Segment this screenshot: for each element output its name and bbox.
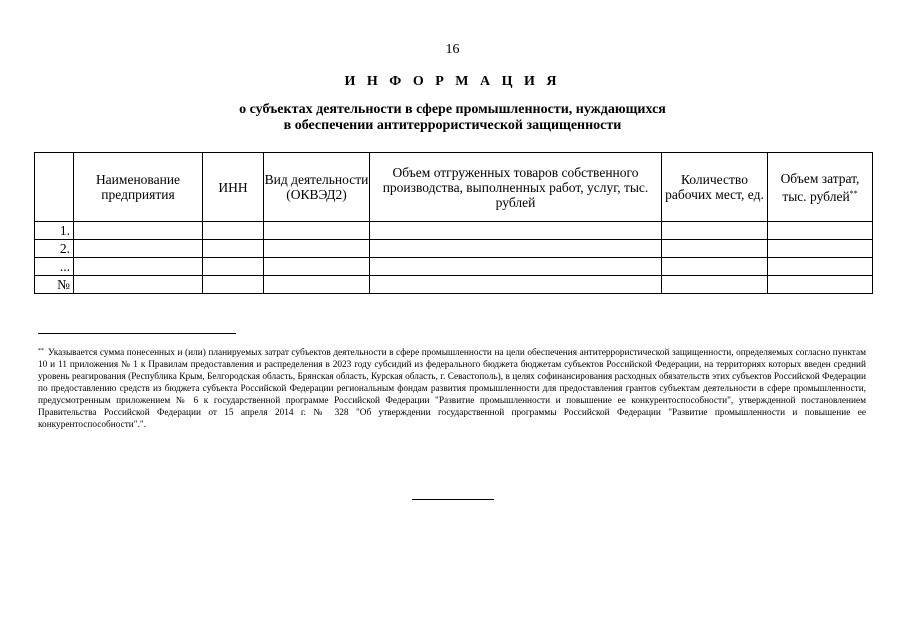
row-number: ... bbox=[35, 258, 74, 276]
table-cell bbox=[768, 240, 873, 258]
table-cell bbox=[768, 222, 873, 240]
subtitle-line-1: о субъектах деятельности в сфере промышленности, нуждающихся bbox=[239, 102, 666, 117]
subtitle-line-2: в обеспечении антитеррористической защищенности bbox=[283, 118, 622, 133]
header-costs-label: Объем затрат, тыс. рублей bbox=[780, 170, 860, 204]
table-cell bbox=[74, 276, 203, 294]
document-subtitle bbox=[0, 102, 905, 134]
header-number bbox=[35, 153, 74, 222]
table-cell bbox=[74, 222, 203, 240]
table-cell bbox=[203, 258, 264, 276]
table-row bbox=[35, 258, 873, 276]
header-activity-type: Вид деятельности (ОКВЭД2) bbox=[264, 153, 370, 222]
table-cell bbox=[370, 276, 662, 294]
table-cell bbox=[74, 258, 203, 276]
table-cell bbox=[264, 240, 370, 258]
table-cell bbox=[203, 222, 264, 240]
footnote-text: Указывается сумма понесенных и (или) планируемых затрат субъектов деятельности в сфере промышленности на цели обеспечения антитеррористической защищенности, определяемых согласно пунктам 10 и 11 приложения № 1 к Правилам предоставления и распределения в 2023 году субсидий из федерального бюджета бюджетам субъектов Российской Федерации, на территориях которых введен средний уровень реагирования (Республика Крым, Белгородская область, Брянская область, Курская область, г. Севастополь), в целях софинансирования расходных обязательств этих субъектов Российской Федерации по предоставлению средств из бюджета субъекта Российской Федерации региональным фондам развития промышленности для предоставления грантов субъектам деятельности в сфере промышленности, предусмотренным приложением № 6 к государственной программе Российской Федерации "Развитие промышленности и повышение ее конкурентоспособности", утвержденной постановлением Правительства Российской Федерации от 15 апреля 2014 г. № 328 "Об утверждении государственной программы Российской Федерации "Развитие промышленности и повышение ее конкурентоспособности".". bbox=[38, 348, 866, 430]
header-workplaces: Количество рабочих мест, ед. bbox=[662, 153, 768, 222]
table-cell bbox=[264, 258, 370, 276]
table-row bbox=[35, 222, 873, 240]
table-cell bbox=[264, 222, 370, 240]
table-row bbox=[35, 276, 873, 294]
table-cell bbox=[768, 258, 873, 276]
header-enterprise-name: Наименование предприятия bbox=[74, 153, 203, 222]
table-cell bbox=[662, 240, 768, 258]
header-costs bbox=[768, 153, 873, 222]
info-table bbox=[34, 152, 873, 294]
footnote-divider bbox=[38, 333, 236, 334]
table-cell bbox=[662, 222, 768, 240]
header-inn: ИНН bbox=[203, 153, 264, 222]
table-cell bbox=[662, 276, 768, 294]
table-row bbox=[35, 240, 873, 258]
row-number: 1. bbox=[35, 222, 74, 240]
table-cell bbox=[370, 222, 662, 240]
table-cell bbox=[74, 240, 203, 258]
table-cell bbox=[662, 258, 768, 276]
table-cell bbox=[370, 258, 662, 276]
footnote bbox=[38, 345, 866, 431]
footnote-reference: ** bbox=[849, 188, 858, 198]
page-number: 16 bbox=[445, 42, 460, 57]
table-header-row bbox=[35, 153, 873, 222]
table-cell bbox=[203, 276, 264, 294]
row-number: № bbox=[35, 276, 74, 294]
table-cell bbox=[768, 276, 873, 294]
document-title: И Н Ф О Р М А Ц И Я bbox=[344, 74, 561, 89]
table-cell bbox=[370, 240, 662, 258]
header-shipped-volume: Объем отгруженных товаров собственного производства, выполненных работ, услуг, тыс. рублей bbox=[370, 153, 662, 222]
row-number: 2. bbox=[35, 240, 74, 258]
end-divider bbox=[412, 499, 494, 500]
table-cell bbox=[203, 240, 264, 258]
footnote-mark: ** bbox=[38, 348, 44, 354]
table-cell bbox=[264, 276, 370, 294]
